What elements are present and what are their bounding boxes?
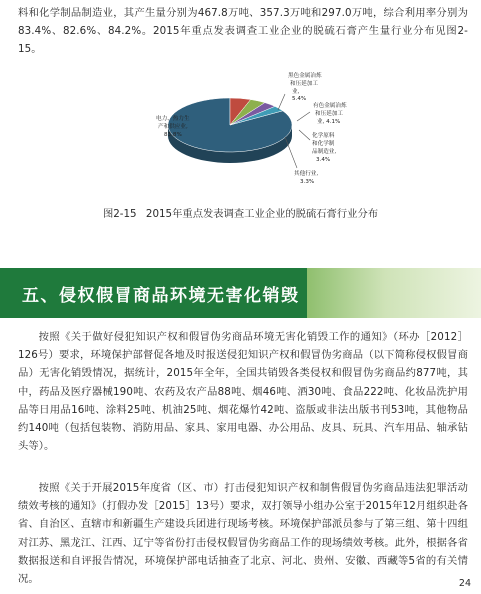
label-nonferrous: 有色金属冶炼 和压延加工 业, 4.1% xyxy=(313,103,347,125)
section-header-fade xyxy=(307,268,481,318)
body-paragraph: 按照《关于做好侵犯知识产权和假冒伪劣商品环境无害化销毁工作的通知》（环办［2012］126号）要求，环境保护部督促各地及时报送侵犯知识产权和假冒伪劣商品（以下简称侵权假冒商品）无害化销毁情况，据统计，2015年全年，全国共销毁各类侵权和假冒伪劣商品约877吨，其中，药品及医疗器械190吨、农药及农产品88吨、烟46吨、酒30吨、食品222吨、化妆品洗护用品等日用品16吨、涂料25吨、机油25吨、烟花爆竹42吨、盗版或非法出版书刊53吨，其他物品约140吨（包括包装物、消防用品、家具、家用电器、办公用品、皮具、玩具、汽车用品、轴承钻头等）。 xyxy=(18,331,468,453)
leader-line-nonferrous xyxy=(297,112,310,121)
leader-line-chemical xyxy=(299,130,310,140)
section-header-band xyxy=(0,268,481,318)
label-power: 电力、热力生 产和供应业, 83.8% xyxy=(156,116,190,138)
leader-line-ferrous xyxy=(278,94,285,110)
section-title: 五、侵权假冒商品环境无害化销毁 xyxy=(22,286,300,306)
label-chemical: 化学原料 和化学制 品制造业, 3.4% xyxy=(312,133,337,163)
figure-caption-number: 图2-15 xyxy=(102,208,137,220)
label-other: 其他行业, 3.3% xyxy=(294,171,319,185)
figure-caption-text: 2015年重点发表调查工业企业的脱硫石膏行业分布 xyxy=(145,208,379,220)
pie-chart xyxy=(80,68,420,203)
body-paragraph: 料和化学制品制造业，其产生量分别为467.8万吨、357.3万吨和297.0万吨，综合利用率分别为83.4%、82.6%、84.2%。2015年重点发表调查工业企业的脱硫石膏产生量行业分布见图2-15。 xyxy=(18,7,468,56)
leader-line-other xyxy=(285,137,297,168)
figure-caption xyxy=(0,205,481,220)
label-ferrous: 黑色金属冶炼 和压延加工 业, 5.4% xyxy=(288,73,322,102)
page-number: 24 xyxy=(458,578,471,589)
body-paragraph: 按照《关于开展2015年度省（区、市）打击侵犯知识产权和制售假冒伪劣商品违法犯罪活动绩效考核的通知》（打假办发［2015］13号）要求，双打领导小组办公室于2015年12月组织赴各省、自治区、直辖市和新疆生产建设兵团进行现场考核。环境保护部派员参与了第三组、第十四组对江苏、黑龙江、江西、辽宁等省份打击侵权假冒伪劣商品工作的现场绩效考核。此外，根据各省数据报送和自评报告情况，环境保护部电话抽查了北京、河北、贵州、安徽、西藏等5省的有关情况。 xyxy=(18,482,468,586)
